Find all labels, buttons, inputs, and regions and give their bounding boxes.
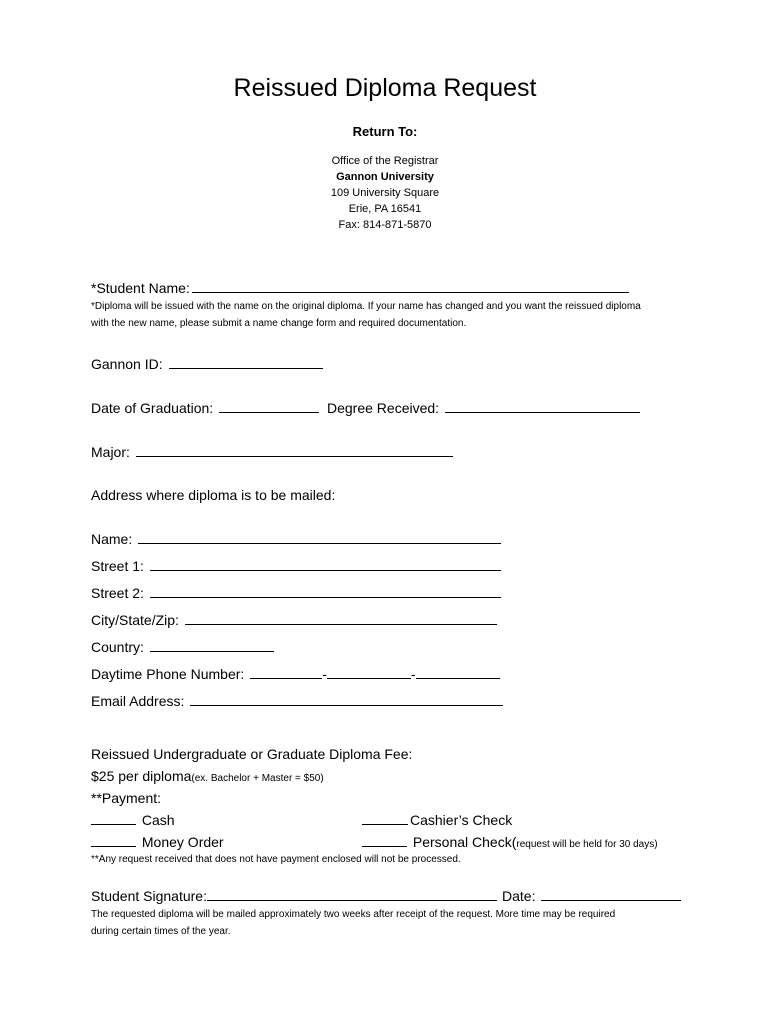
street1-row <box>91 557 501 575</box>
country-label: Country: <box>91 639 144 655</box>
footer-note-line-2: during certain times of the year. <box>91 926 231 937</box>
student-name-label: *Student Name: <box>91 280 190 296</box>
student-name-field[interactable] <box>192 279 629 293</box>
degree-row <box>327 399 640 417</box>
payment-label: **Payment: <box>91 790 162 806</box>
money-order-label: Money Order <box>141 834 224 850</box>
email-field[interactable] <box>190 692 503 706</box>
signature-field[interactable] <box>207 887 497 901</box>
date-label: Date: <box>502 888 536 904</box>
country-row <box>91 638 274 656</box>
fee-amount: $25 per diploma <box>91 768 192 784</box>
fee-row <box>91 767 324 788</box>
payment-cashiers-row <box>362 811 512 829</box>
gannon-id-label: Gannon ID: <box>91 356 163 372</box>
phone-dash-2: - <box>410 666 416 682</box>
country-field[interactable] <box>150 638 274 652</box>
major-field[interactable] <box>136 443 453 457</box>
payment-money-order-row <box>91 833 224 851</box>
personal-check-note: request will be held for 30 days) <box>516 839 658 850</box>
degree-field[interactable] <box>445 399 640 413</box>
date-field[interactable] <box>541 887 681 901</box>
phone-label: Daytime Phone Number: <box>91 666 245 682</box>
phone-dash-1: - <box>322 666 327 682</box>
graduation-date-label: Date of Graduation: <box>91 400 214 416</box>
student-name-row <box>91 279 629 297</box>
street2-label: Street 2: <box>91 585 144 601</box>
signature-row <box>91 887 497 905</box>
diploma-note-line-1: *Diploma will be issued with the name on the original diploma. If your name has changed and you want the reissued diploma <box>91 301 641 312</box>
payment-personal-row <box>362 833 658 854</box>
street2-field[interactable] <box>150 584 501 598</box>
signature-label: Student Signature: <box>91 888 207 904</box>
fee-heading: Reissued Undergraduate or Graduate Diploma Fee: <box>91 746 413 762</box>
degree-label: Degree Received: <box>327 400 440 416</box>
city-row <box>91 611 497 629</box>
phone-row <box>91 665 500 683</box>
diploma-note-line-2: with the new name, please submit a name change form and required documentation. <box>91 318 467 329</box>
phone-area-field[interactable] <box>250 665 322 679</box>
cash-label: Cash <box>141 812 175 828</box>
city-label: City/State/Zip: <box>91 612 179 628</box>
mail-name-field[interactable] <box>138 530 501 544</box>
footer-note-line-1: The requested diploma will be mailed approximately two weeks after receipt of the request. More time may be required <box>91 909 616 920</box>
payment-note: **Any request received that does not have payment enclosed will not be processed. <box>91 854 461 865</box>
phone-prefix-field[interactable] <box>327 665 411 679</box>
office-city: Erie, PA 16541 <box>348 203 422 215</box>
payment-cash-row <box>91 811 175 829</box>
major-row <box>91 443 453 461</box>
form-title: Reissued Diploma Request <box>233 74 537 102</box>
street1-label: Street 1: <box>91 558 144 574</box>
cashiers-check-label: Cashier’s Check <box>410 812 513 828</box>
return-to-heading: Return To: <box>352 124 418 139</box>
office-fax: Fax: 814-871-5870 <box>338 219 432 231</box>
cash-checkbox-line[interactable] <box>91 811 136 825</box>
street2-row <box>91 584 501 602</box>
city-field[interactable] <box>185 611 497 625</box>
graduation-date-field[interactable] <box>219 399 319 413</box>
money-order-line[interactable] <box>91 833 136 847</box>
office-street: 109 University Square <box>330 187 440 199</box>
email-row <box>91 692 503 710</box>
office-name: Office of the Registrar <box>331 155 439 167</box>
phone-line-field[interactable] <box>416 665 500 679</box>
email-label: Email Address: <box>91 693 185 709</box>
university-name: Gannon University <box>336 171 434 183</box>
personal-check-line[interactable] <box>362 833 407 847</box>
street1-field[interactable] <box>150 557 501 571</box>
graduation-row <box>91 399 319 417</box>
mail-name-row <box>91 530 501 548</box>
fee-example: (ex. Bachelor + Master = $50) <box>191 773 324 784</box>
major-label: Major: <box>91 444 130 460</box>
gannon-id-row <box>91 355 323 373</box>
mail-name-label: Name: <box>91 531 133 547</box>
cashiers-check-line[interactable] <box>362 811 408 825</box>
gannon-id-field[interactable] <box>169 355 323 369</box>
address-heading: Address where diploma is to be mailed: <box>91 487 336 503</box>
personal-check-label: Personal Check( <box>412 834 517 850</box>
date-row <box>502 887 681 905</box>
